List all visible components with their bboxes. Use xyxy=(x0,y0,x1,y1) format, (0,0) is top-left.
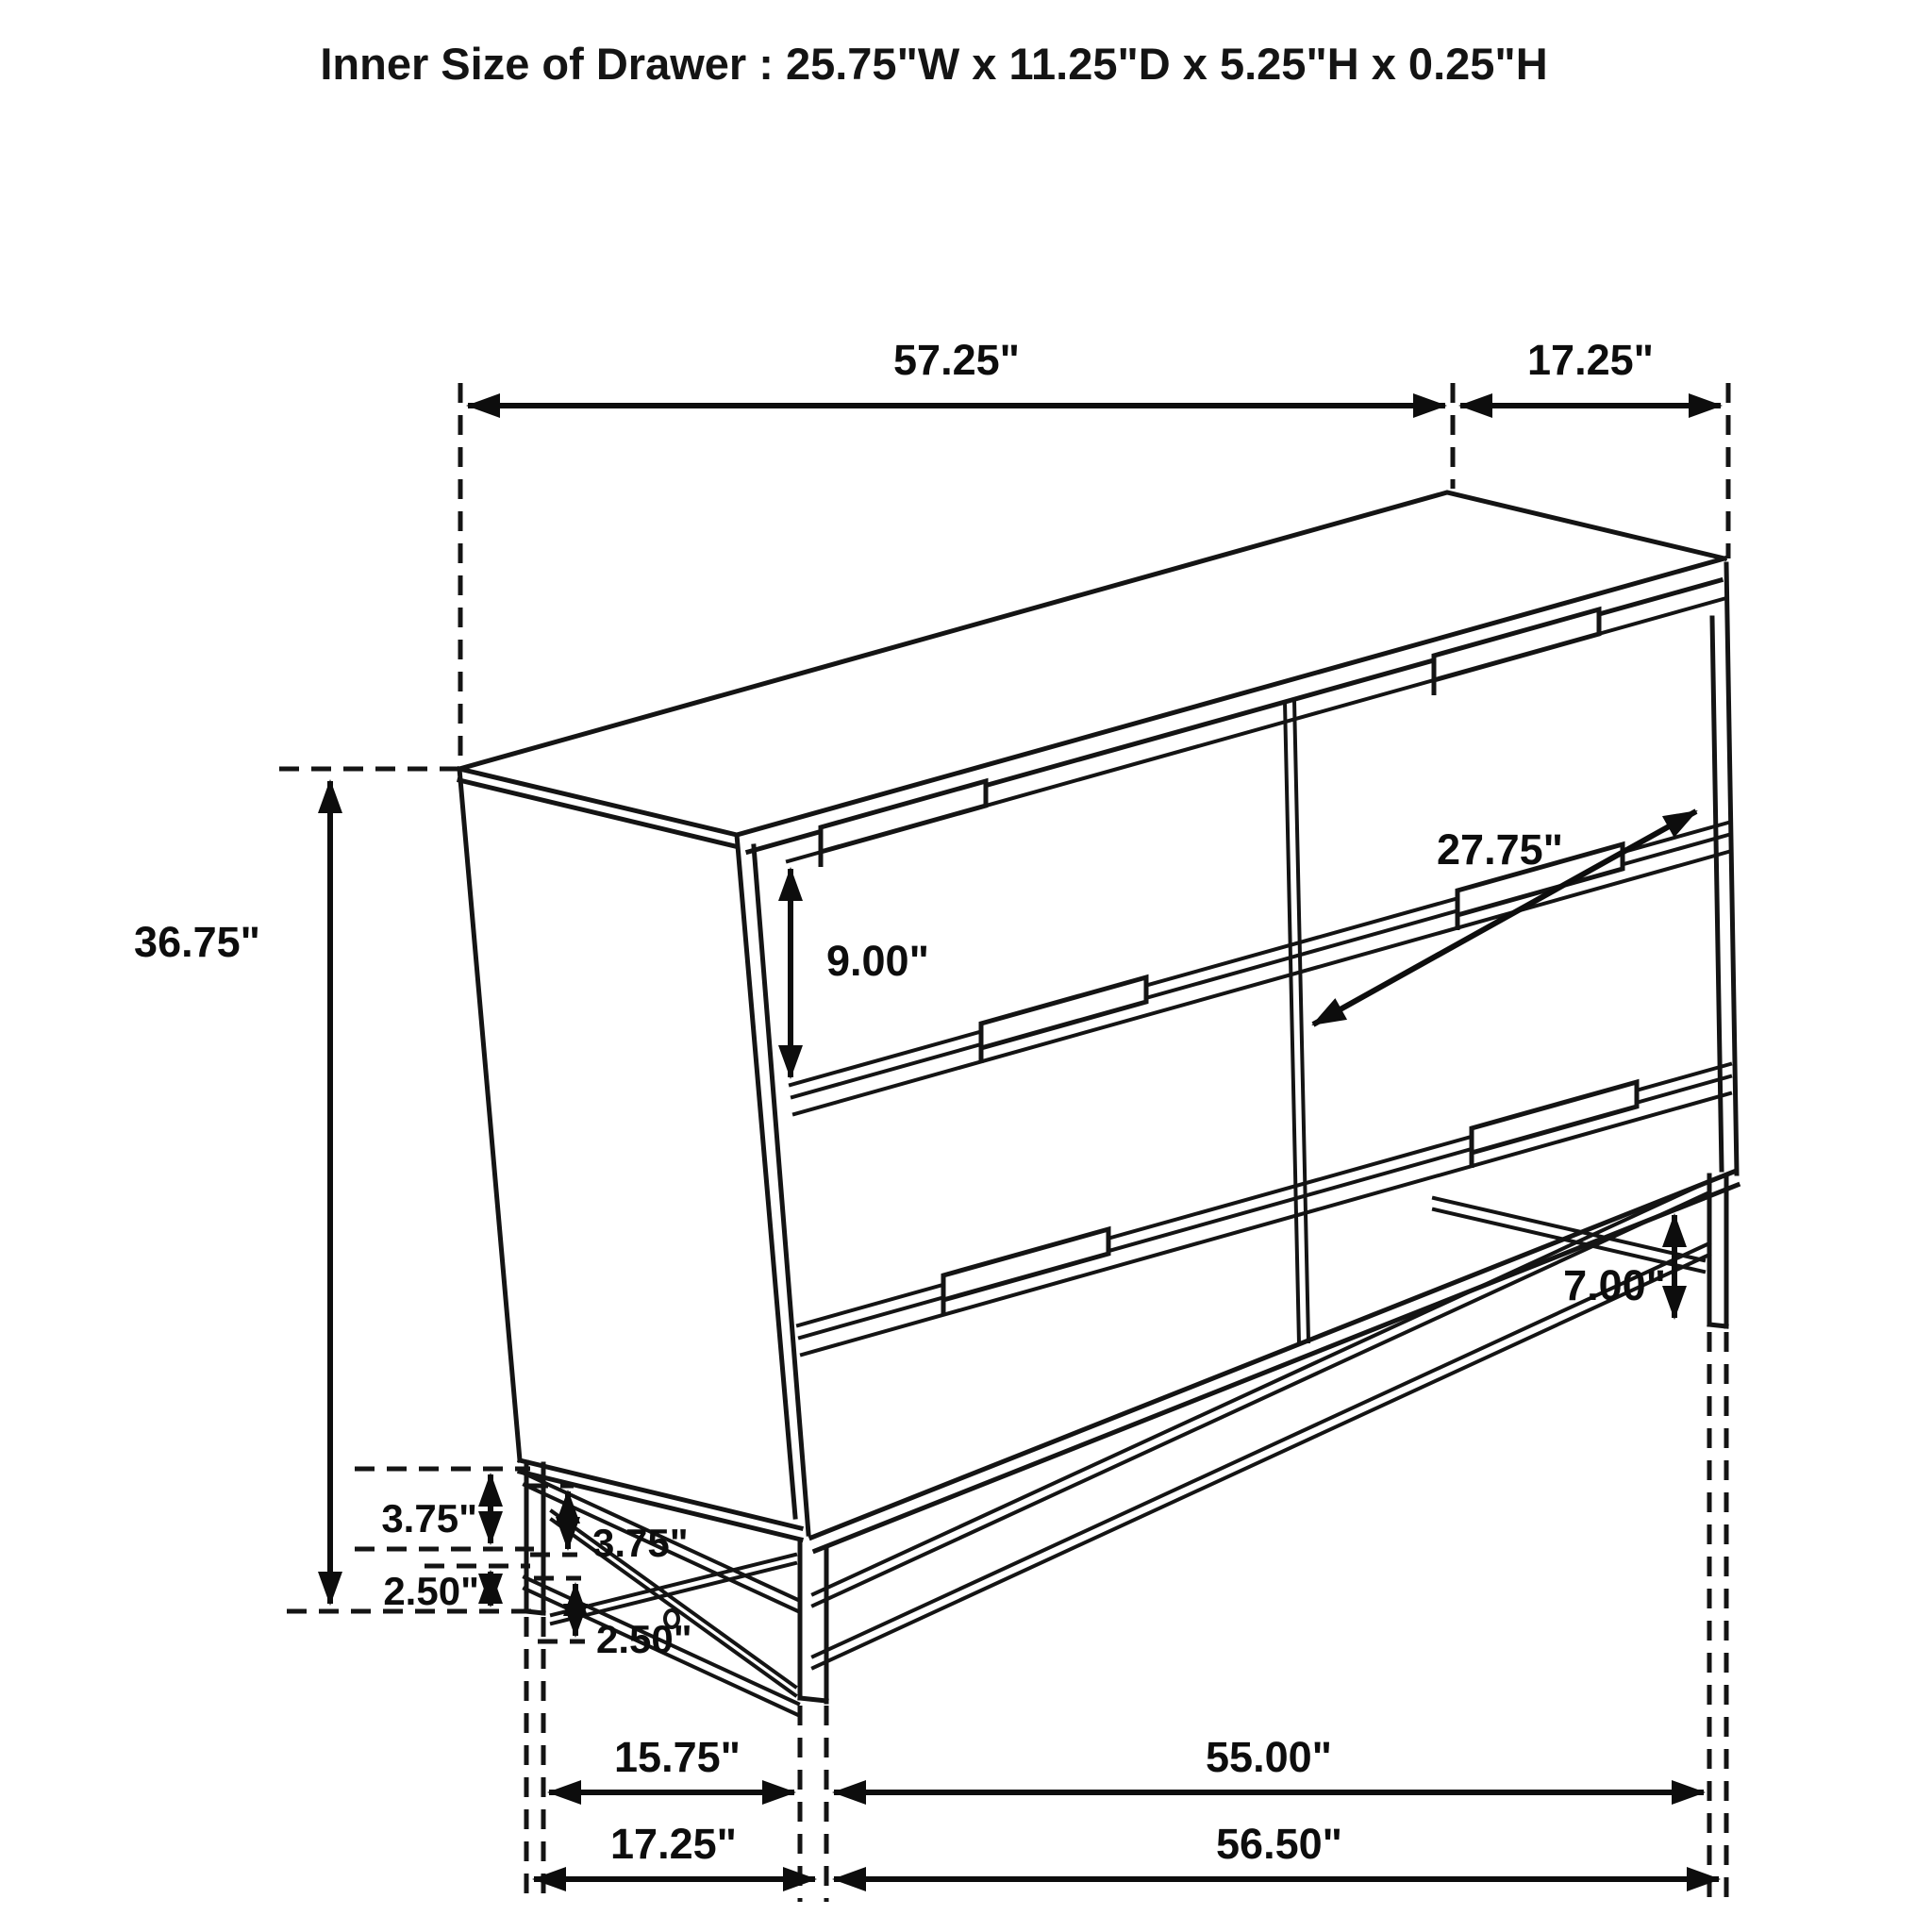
top-extension-dashes xyxy=(460,383,1728,766)
label-drawer-diagonal: 27.75" xyxy=(1437,825,1563,874)
label-side-frame-upper: 3.75" xyxy=(381,1496,477,1541)
diagram-title: Inner Size of Drawer : 25.75"W x 11.25"D x 5.25"H x 0.25"H xyxy=(320,39,1548,89)
label-base-width-inner: 55.00" xyxy=(1206,1733,1332,1781)
dresser-front-edges xyxy=(811,564,1738,1551)
dimension-labels xyxy=(134,336,1666,1868)
label-top-width: 57.25" xyxy=(893,336,1020,384)
drawer-column-divider xyxy=(1285,700,1308,1343)
label-side-frame-lower: 2.50" xyxy=(383,1569,479,1613)
label-overall-height: 36.75" xyxy=(134,918,260,966)
dresser-top-face xyxy=(459,492,1724,852)
label-top-depth: 17.25" xyxy=(1527,336,1654,384)
label-base-width-outer: 56.50" xyxy=(1216,1820,1342,1868)
label-base-depth-inner: 15.75" xyxy=(614,1733,741,1781)
label-front-frame-upper: 3.75" xyxy=(592,1521,689,1565)
dresser-side-panel xyxy=(459,769,808,1540)
label-front-frame-lower: 2.50" xyxy=(596,1617,692,1661)
label-drawer-height: 9.00" xyxy=(826,937,929,985)
label-leg-clearance: 7.00" xyxy=(1563,1261,1666,1309)
base-frame-rails xyxy=(525,1181,1709,1715)
leg-extension-dashes xyxy=(526,1332,1726,1902)
label-base-depth-outer: 17.25" xyxy=(610,1820,737,1868)
